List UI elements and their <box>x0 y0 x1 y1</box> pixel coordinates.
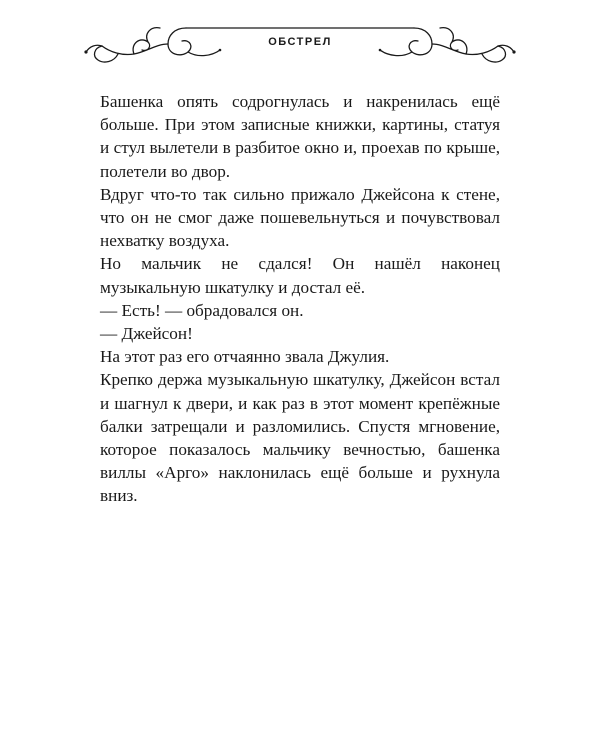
paragraph: — Есть! — обрадовался он. <box>100 300 304 320</box>
paragraph: Крепко держа музыкальную шкатулку, Джейсон встал и шагнул к двери, и как раз в этот момент крепёжные балки затрещали и разломились. Спустя мгновение, которое показалось мальчику вечностью, башенка виллы «Арго» наклонилась ещё больше и рухнула вниз. <box>100 370 500 506</box>
paragraph: На этот раз его отчаянно звала Джулия. <box>100 347 390 367</box>
page-header <box>84 14 516 74</box>
paragraph: Но мальчик не сдался! Он нашёл наконец музыкальную шкатулку и достал её. <box>100 254 500 297</box>
paragraph: Башенка опять содрогнулась и накренилась ещё больше. При этом записные книжки, картины, статуя и стул вылетели в разбитое окно и, проехав по крыше, полетели во двор. <box>100 92 500 181</box>
chapter-title: ОБСТРЕЛ <box>268 36 332 48</box>
body-text <box>100 90 500 508</box>
paragraph: — Джейсон! <box>100 324 193 344</box>
paragraph: Вдруг что-то так сильно прижало Джейсона к стене, что он не смог даже пошевельнуться и почувствовал нехватку воздуха. <box>100 184 500 251</box>
